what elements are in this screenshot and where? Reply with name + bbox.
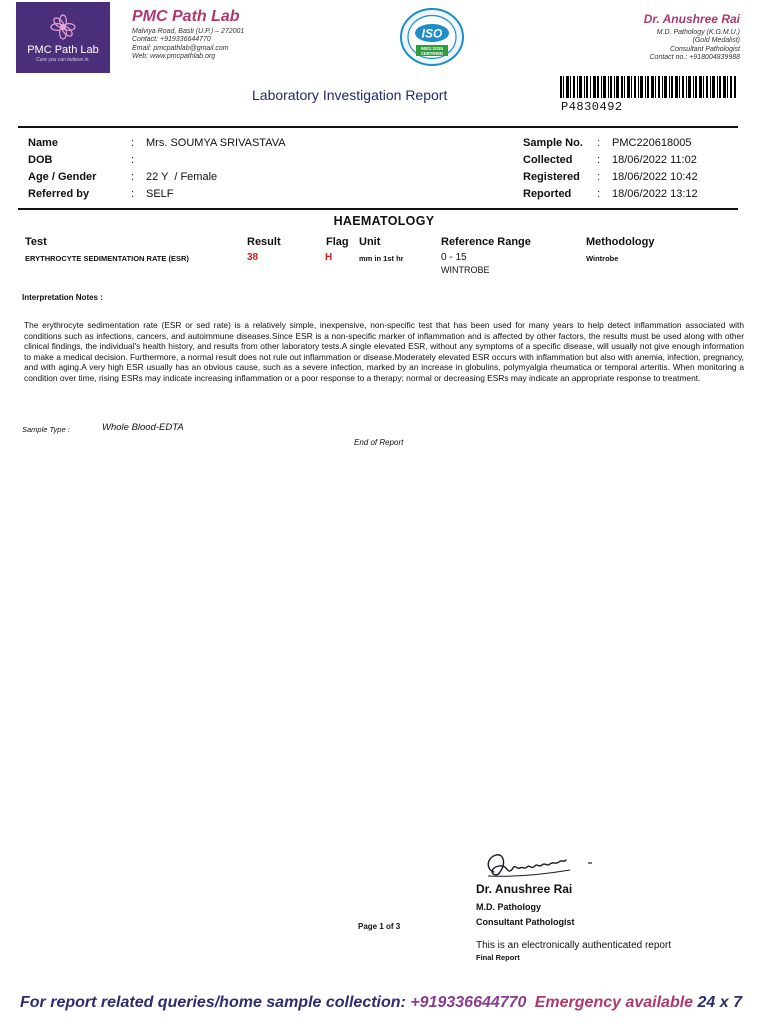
patient-referred-by: SELF (146, 188, 174, 200)
reported-value: 18/06/2022 13:12 (612, 188, 698, 200)
doctor-position: Consultant Pathologist (669, 45, 740, 53)
patient-age-gender: 22 Y / Female (146, 171, 218, 183)
lab-contact: Contact: +919336644770 (132, 36, 211, 44)
barcode-number: P4830492 (561, 100, 623, 114)
col-result: Result (247, 236, 281, 248)
dob-colon: : (131, 154, 135, 166)
lab-contact-block (132, 28, 244, 62)
collected-label: Collected (523, 154, 573, 166)
row-methodology: Wintrobe (586, 254, 619, 263)
department-heading: HAEMATOLOGY (333, 214, 435, 228)
footer-query-text: For report related queries/home sample collection: (20, 994, 411, 1011)
footer-emergency-text: Emergency available (534, 994, 698, 1011)
iso-badge (400, 8, 464, 66)
signatory-position: Consultant Pathologist (476, 917, 575, 927)
footer-emergency-hours: 24 x 7 (697, 994, 742, 1011)
footer-query (20, 994, 526, 1012)
doctor-degree: M.D. Pathology (K.G.M.U.) (656, 29, 740, 36)
registered-value: 18/06/2022 10:42 (612, 171, 698, 183)
age-gender-colon: : (131, 171, 135, 183)
name-label: Name (28, 137, 58, 149)
iso-label: ISO (421, 26, 443, 41)
sample-no-value: PMC220618005 (612, 137, 692, 149)
authentication-note: This is an electronically authenticated report (476, 940, 672, 951)
doctor-header (644, 12, 740, 63)
lab-web: Web: www.pmcpathlab.org (132, 53, 216, 61)
footer-phone[interactable]: +919336644770 (410, 994, 527, 1011)
doctor-signature (480, 846, 600, 886)
row-reference-range: 0 - 15 (441, 252, 467, 263)
iso-seal-icon (400, 8, 464, 66)
col-methodology: Methodology (586, 236, 655, 248)
patient-name: Mrs. SOUMYA SRIVASTAVA (146, 137, 286, 149)
row-test-name: ERYTHROCYTE SEDIMENTATION RATE (ESR) (25, 254, 189, 263)
row-reference-method: WINTROBE (441, 265, 490, 275)
report-title: Laboratory Investigation Report (252, 87, 448, 103)
collected-colon: : (597, 154, 601, 166)
referred-by-colon: : (131, 188, 135, 200)
col-flag: Flag (326, 236, 349, 248)
registered-label: Registered (523, 171, 580, 183)
lab-title: PMC Path Lab (132, 8, 240, 25)
col-test: Test (25, 236, 47, 248)
signatory-degree: M.D. Pathology (476, 902, 541, 912)
logo-tagline: Care you can believe in. (36, 57, 90, 63)
col-reference-range: Reference Range (441, 236, 531, 248)
lab-address: Malviya Road, Basti (U.P.) – 272001 (132, 28, 245, 35)
lab-logo (16, 2, 110, 73)
interpretation-text: The erythrocyte sedimentation rate (ESR or sed rate) is a relatively simple, inexpensive, non-specific test that has been used for many years to help detect inflammation associated with conditions such as infections, cancers, and autoimmune diseases.Since ESR is a non-specific marker of inflammation and is affected by other factors, the results must be used along with other clinical findings, the individual's health history, and results from other laboratory tests.A single elevated ESR, without any symptoms of a specific disease, will usually not give enough information to make a medical decision. Furthermore, a normal result does not rule out inflammation or disease.Moderately elevated ESR occurs with inflammation but also with anemia, infection, pregnancy, and with aging.A very high ESR usually has an obvious cause, such as a severe infection, marked by an increase in globulins, polymyalgia rheumatica or temporal arteritis. When monitoring a condition over time, rising ESRs may indicate increasing inflammation or a poor response to a therapy; normal or decreasing ESRs may indicate an appropriate response to treatment. (24, 320, 744, 383)
final-report-label: Final Report (476, 953, 520, 962)
name-colon: : (131, 137, 135, 149)
collected-value: 18/06/2022 11:02 (612, 154, 697, 166)
iso-standard: 9001:2015 (421, 46, 443, 51)
age-gender-label: Age / Gender (28, 171, 97, 183)
page-number: Page 1 of 3 (358, 922, 401, 931)
interpretation-heading: Interpretation Notes : (22, 293, 103, 302)
referred-by-label: Referred by (28, 188, 90, 200)
reported-label: Reported (523, 188, 572, 200)
footer-emergency (535, 994, 742, 1012)
dob-label: DOB (28, 154, 53, 166)
reported-colon: : (597, 188, 601, 200)
lab-emblem-icon (48, 12, 78, 42)
doctor-name: Dr. Anushree Rai (643, 12, 740, 26)
signatory-name: Dr. Anushree Rai (476, 882, 573, 896)
iso-certified: CERTIFIED (420, 51, 444, 56)
info-divider (18, 208, 738, 210)
row-flag: H (325, 252, 333, 263)
end-of-report: End of Report (354, 438, 404, 447)
lab-email: Email: pmcpathlab@gmail.com (132, 44, 229, 52)
header-divider (18, 126, 738, 128)
sample-no-label: Sample No. (523, 137, 583, 149)
sample-type-value: Whole Blood-EDTA (102, 422, 184, 433)
col-unit: Unit (359, 236, 381, 248)
row-unit: mm in 1st hr (359, 254, 404, 263)
sample-no-colon: : (597, 137, 601, 149)
logo-name: PMC Path Lab (27, 44, 99, 56)
registered-colon: : (597, 171, 601, 183)
sample-type-label: Sample Type : (22, 425, 70, 434)
barcode (560, 76, 736, 98)
doctor-medal: (Gold Medalist) (692, 37, 740, 45)
doctor-contact: Contact no.: +918004839988 (649, 54, 740, 62)
row-result-value: 38 (247, 252, 259, 263)
